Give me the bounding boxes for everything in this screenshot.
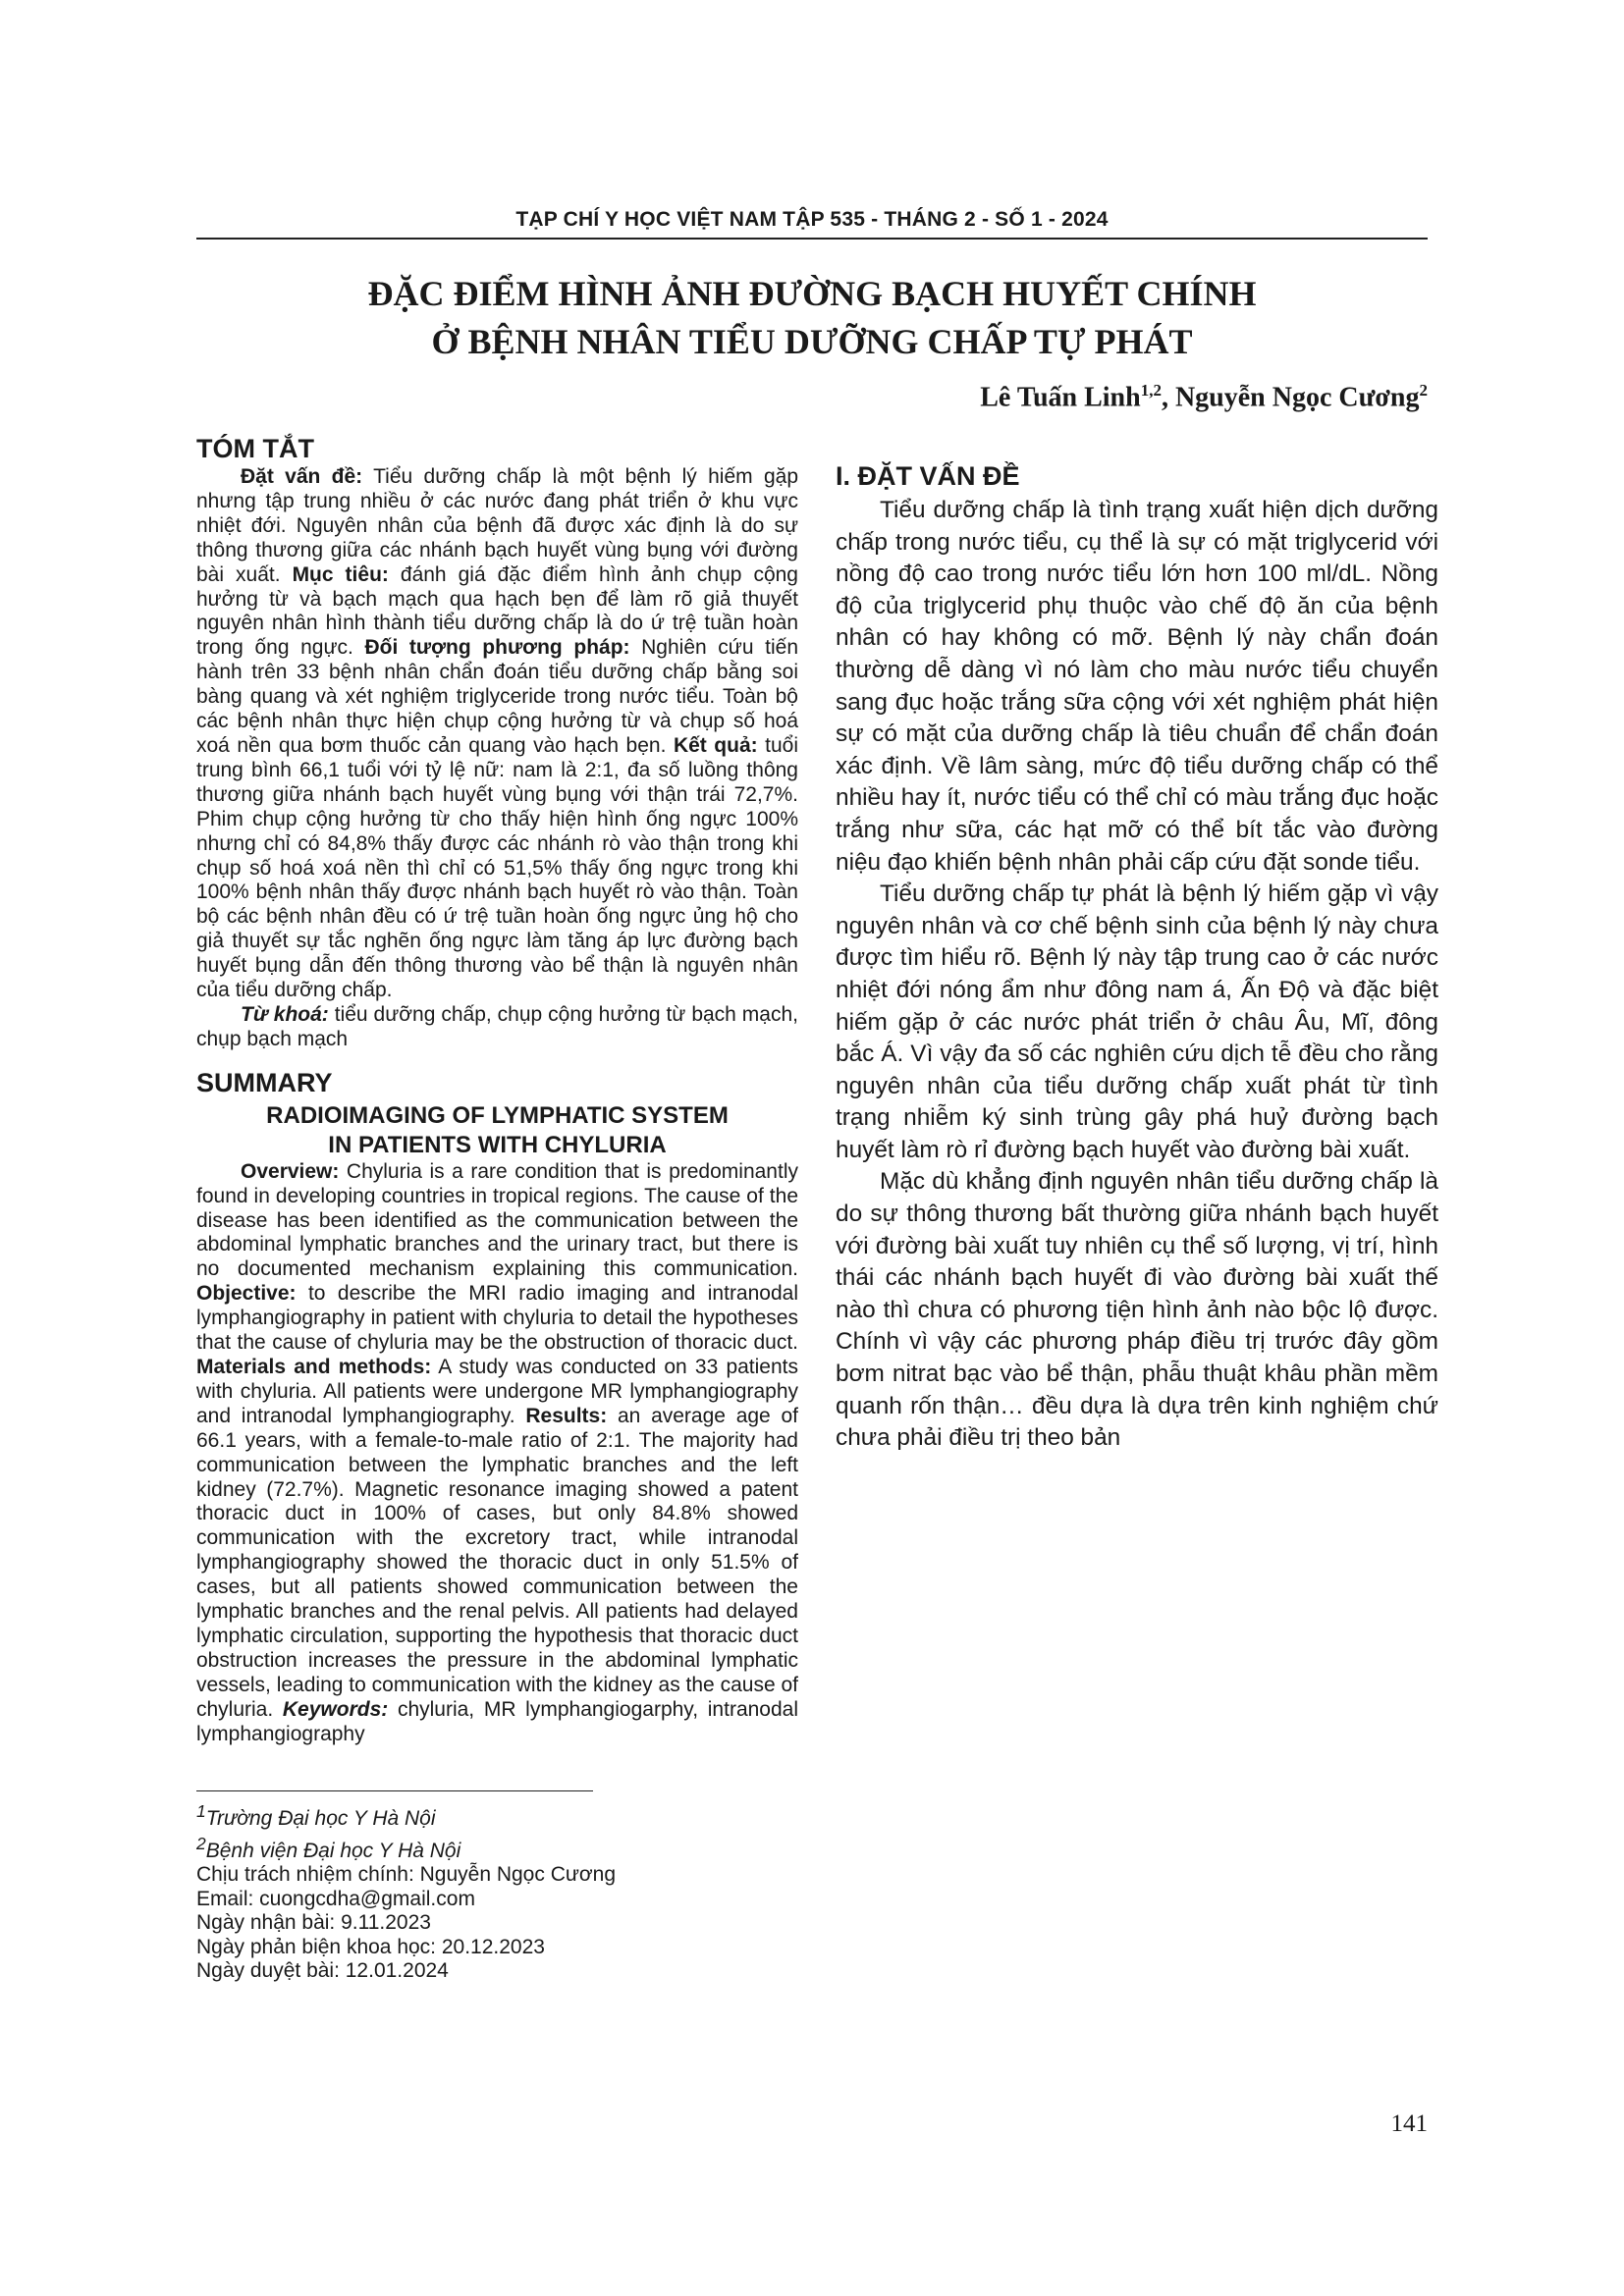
objective-text: đánh giá đặc điểm hình ảnh chụp cộng hưởng từ và bạch mạch qua hạch bẹn để làm rõ giả thuyết nguyên nhân hình thành tiểu dưỡng chấp là do ứ trệ tuần hoàn trong ống ngực. — [196, 562, 798, 660]
author-separator: , — [1161, 382, 1175, 413]
date-reviewed: Ngày phản biện khoa học: 20.12.2023 — [196, 1935, 545, 1958]
summary-title — [196, 1101, 798, 1160]
results-label: Kết quả: — [673, 733, 758, 757]
background-text: Tiểu dưỡng chấp là một bệnh lý hiếm gặp nhưng tập trung nhiều ở các nước đang phát triển ở khu vực nhiệt đới. Nguyên nhân của bệnh đã được xác định là do sự thông thương giữa các nhánh bạch huyết vùng bụng với đường bài xuất. — [196, 465, 798, 586]
summary-methods-text: A study was conducted on 33 patients with chyluria. All patients were undergone MR lymphangiography and intranodal lymphangiography. — [196, 1356, 798, 1427]
section-1-paragraph-3: Mặc dù khẳng định nguyên nhân tiểu dưỡng chấp là do sự thông thương bất thường giữa nhánh bạch huyết với đường bài xuất tuy nhiên cụ thể số lượng, vị trí, hình thái các nhánh bạch huyết đi vào đường bài xuất thế nào thì chưa có phương tiện hình ảnh nào bộc lộ được. Chính vì vậy các phương pháp điều trị trước đây gồm bơm nitrat bạc vào bể thận, phẫu thuật khâu phần mềm quanh rốn thận… đều dựa là dựa trên kinh nghiệm chứ chưa phải điều trị theo bản — [836, 1168, 1438, 1452]
journal-running-header: TẠP CHÍ Y HỌC VIỆT NAM TẬP 535 - THÁNG 2 - SỐ 1 - 2024 — [515, 208, 1109, 231]
summary-objective-label: Objective: — [196, 1282, 297, 1306]
summary-paragraph — [196, 1160, 798, 1747]
corresponding-email: Email: cuongcdha@gmail.com — [196, 1887, 475, 1910]
summary-methods-label: Materials and methods: — [196, 1356, 432, 1378]
abstract-vi-heading: TÓM TẮT — [196, 434, 314, 463]
section-1-heading: I. ĐẶT VẤN ĐỀ — [836, 461, 1020, 491]
author-line — [980, 381, 1428, 413]
date-accepted: Ngày duyệt bài: 12.01.2024 — [196, 1959, 449, 1982]
affiliation-1: $^1$Trường Đại học Y Hà Nội — [196, 1801, 436, 1830]
author-2-affiliation-marker: 2 — [1419, 381, 1428, 400]
section-1-paragraph-1: Tiểu dưỡng chấp là tình trạng xuất hiện dịch dưỡng chấp trong nước tiểu, cụ thể là sự có mặt triglycerid với nồng độ cao trong nước tiểu lớn hơn 100 ml/dL. Nồng độ của triglycerid phụ thuộc vào chế độ ăn của bệnh nhân có hay không có mỡ. Bệnh lý này chẩn đoán thường dễ dàng vì nó làm cho màu nước tiểu chuyển sang đục hoặc trắng sữa cộng với xét nghiệm phát hiện sự có mặt của dưỡng chấp là tiêu chuẩn để chẩn đoán xác định. Về lâm sàng, mức độ tiểu dưỡng chấp có thể nhiều hay ít, nước tiểu có thể chỉ có màu trắng đục hoặc trắng như sữa, các hạt mỡ có thể bít tắc vào đường niệu đạo khiến bệnh nhân phải cấp cứu đặt sonde tiểu. — [836, 497, 1438, 876]
article-title-line-1: ĐẶC ĐIỂM HÌNH ẢNH ĐƯỜNG BẠCH HUYẾT CHÍNH — [367, 274, 1257, 313]
summary-title-line-1: RADIOIMAGING OF LYMPHATIC SYSTEM — [266, 1101, 729, 1129]
overview-label: Overview: — [241, 1159, 340, 1183]
keywords-vi-text: tiểu dưỡng chấp, chụp cộng hưởng từ bạch mạch, chụp bạch mạch — [196, 1002, 798, 1050]
keywords-vi-label: Từ khoá: — [241, 1002, 329, 1026]
abstract-vi-paragraph — [196, 465, 798, 1003]
background-label: Đặt vấn đề: — [241, 465, 363, 488]
article-title — [196, 270, 1428, 366]
methods-text: Nghiên cứu tiến hành trên 33 bệnh nhân chẩn đoán tiểu dưỡng chấp bằng soi bàng quang và xét nghiệm triglyceride trong nước tiểu. Toàn bộ các bệnh nhân thực hiện chụp cộng hưởng từ và chụp số hoá xoá nền qua bơm thuốc cản quang vào hạch bẹn. — [196, 636, 798, 757]
date-received: Ngày nhận bài: 9.11.2023 — [196, 1911, 431, 1934]
page-number: 141 — [1390, 2110, 1428, 2137]
summary-continuation-spacer — [836, 432, 1438, 454]
section-1-paragraph-2: Tiểu dưỡng chấp tự phát là bệnh lý hiếm gặp vì vậy nguyên nhân và cơ chế bệnh sinh của bệnh lý này chưa được tìm hiểu rõ. Bệnh lý này tập trung cao ở các nước nhiệt đới nóng ẩm như đông nam á, Ấn Độ và đặc biệt hiếm gặp ở các nước phát triển ở châu Âu, Mĩ, đông bắc Á. Vì vậy đa số các nghiên cứu dịch tễ đều cho rằng nguyên nhân của tiểu dưỡng chấp xuất phát từ tình trạng nhiễm ký sinh trùng gây phá huỷ đường bạch huyết làm rò rỉ đường bạch huyết vào đường bài xuất. — [836, 881, 1438, 1163]
summary-heading: SUMMARY — [196, 1067, 333, 1097]
objective-label: Mục tiêu: — [292, 562, 389, 586]
overview-text: Chyluria is a rare condition that is predominantly found in developing countries in tropical regions. The cause of the disease has been identified as the communication between the abdominal lymphatic branches and the urinary tract, but there is no documented mechanism explaining this communication. — [196, 1159, 798, 1281]
summary-title-line-2: IN PATIENTS WITH CHYLURIA — [328, 1131, 667, 1158]
methods-label: Đối tượng phương pháp: — [364, 636, 630, 660]
author-2-name: Nguyễn Ngọc Cương — [1174, 382, 1420, 413]
summary-keywords-label: Keywords: — [282, 1697, 389, 1721]
header-rule — [196, 238, 1428, 240]
summary-results-label: Results: — [525, 1404, 608, 1427]
footnote-rule — [196, 1790, 593, 1791]
author-1-affiliation-marker: 1,2 — [1140, 381, 1162, 400]
summary-objective-text: to describe the MRI radio imaging and intranodal lymphangiography in patient with chyluria to detail the hypotheses that the cause of chyluria may be the obstruction of thoracic duct. — [196, 1282, 798, 1355]
summary-results-text: an average age of 66.1 years, with a female-to-male ratio of 2:1. The majority had communication between the lymphatic branches and the left kidney (72.7%). Magnetic resonance imaging showed a patent thoracic duct in 100% of cases, but only 84.8% showed communication with the excretory tract, while intranodal lymphangiography showed the thoracic duct in only 51.5% of cases, but all patients showed communication between the lymphatic branches and the renal pelvis. All patients had delayed lymphatic circulation, supporting the hypothesis that thoracic duct obstruction increases the pressure in the abdominal lymphatic vessels, leading to communication with the kidney as the cause of chyluria. — [196, 1404, 798, 1721]
footnotes — [196, 1790, 798, 1984]
affiliation-2: $^2$Bệnh viện Đại học Y Hà Nội — [196, 1833, 461, 1862]
abstract-vi-keywords — [196, 1003, 798, 1052]
left-column — [196, 432, 798, 1747]
summary-keywords-text: chyluria, MR lymphangiogarphy, intranodal lymphangiography — [196, 1697, 798, 1745]
author-1-name: Lê Tuấn Linh — [980, 382, 1141, 413]
corresponding-author: Chịu trách nhiệm chính: Nguyễn Ngọc Cương — [196, 1863, 617, 1886]
results-text: tuổi trung bình 66,1 tuổi với tỷ lệ nữ: nam là 2:1, đa số luồng thông thương giữa nhánh bạch huyết vùng bụng với thận trái 72,7%. Phim chụp cộng hưởng từ cho thấy hiện hình ống ngực 100% nhưng chỉ có 84,8% thấy được các nhánh rò vào thận trong khi chụp số hoá xoá nền thì chỉ có 51,5% thấy ống ngực trong khi 100% bệnh nhân thấy được nhánh bạch huyết rò vào thận. Toàn bộ các bệnh nhân đều có ứ trệ tuần hoàn ống ngực ủng hộ cho giả thuyết sự tắc nghẽn ống ngực làm tăng áp lực đường bạch huyết bụng dẫn đến thông thương vào bể thận là nguyên nhân của tiểu dưỡng chấp. — [196, 733, 798, 1002]
article-title-line-2: Ở BỆNH NHÂN TIỂU DƯỠNG CHẤP TỰ PHÁT — [431, 322, 1193, 361]
right-column — [836, 432, 1438, 1455]
